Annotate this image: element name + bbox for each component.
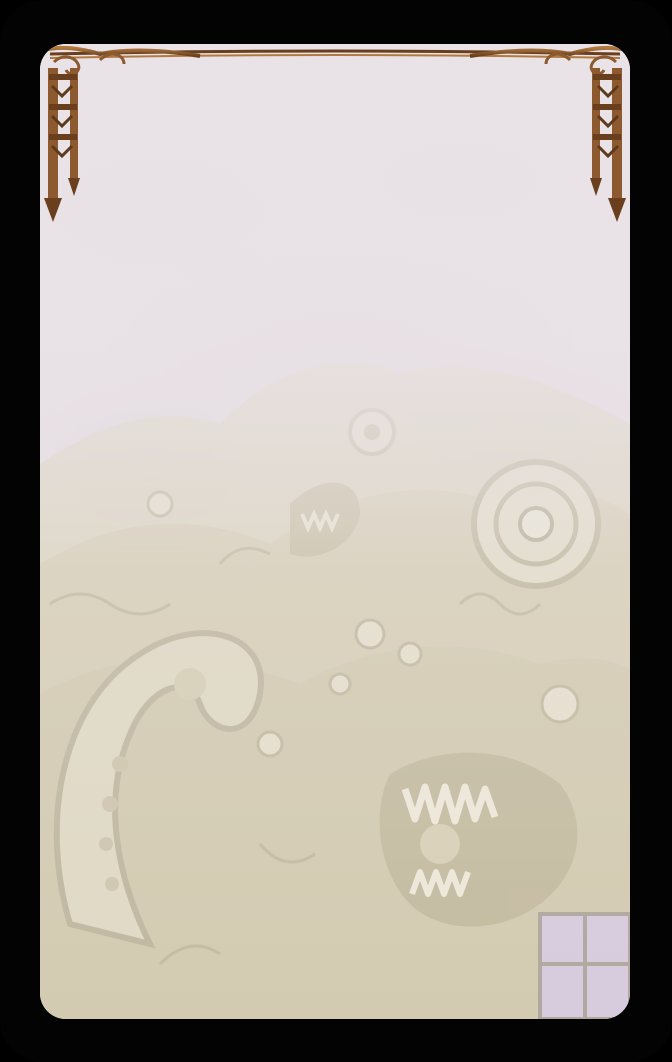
card-face (40, 44, 630, 1019)
fade-overlay (40, 44, 630, 1019)
card-artwork (40, 44, 630, 1019)
